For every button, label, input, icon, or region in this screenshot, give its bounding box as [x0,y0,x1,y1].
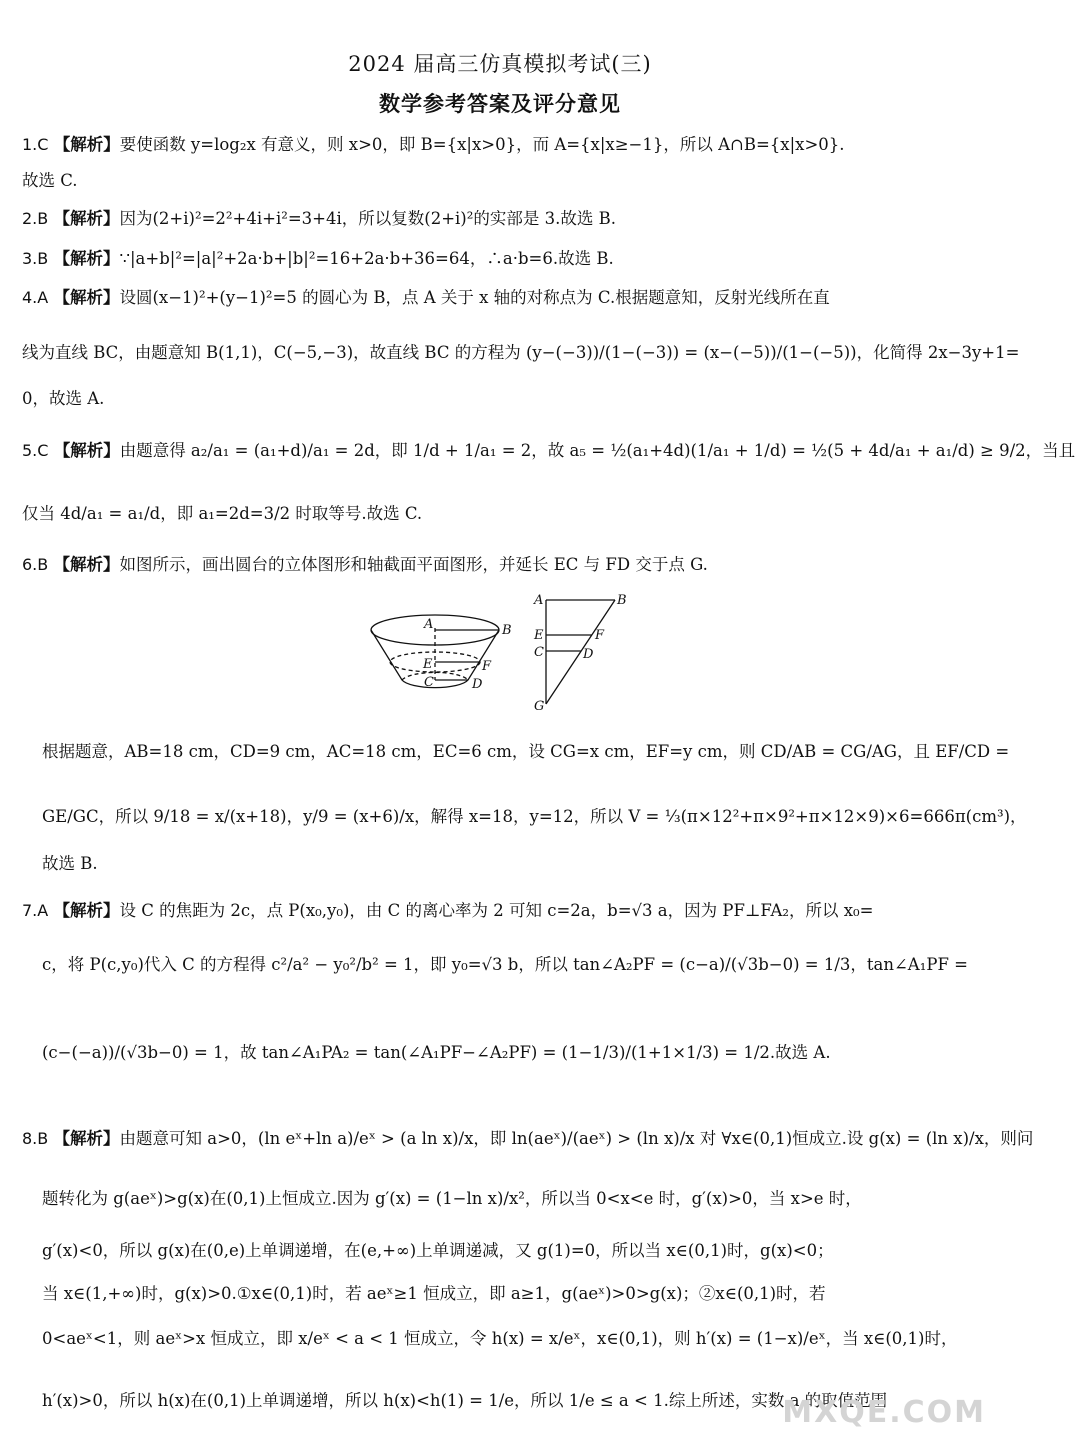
answer-line: (c−(−a))/(√3b−0) = 1，故 tan∠A₁PA₂ = tan(∠A₁PF−∠A₂PF) = (1−1/3)/(1+1×1/3) = 1/2.故选 A. [42,1043,831,1062]
answer-line: 7.A 【解析】设 C 的焦距为 2c，点 P(x₀,y₀)，由 C 的离心率为 2 可知 c=2a，b=√3 a，因为 PF⊥FA₂，所以 x₀= [22,901,874,920]
answer-line: 0<aeˣ<1，则 aeˣ>x 恒成立，即 x/eˣ < a < 1 恒成立，令 h(x) = x/eˣ，x∈(0,1)，则 h′(x) = (1−x)/eˣ，当 x∈(0,1)时， [42,1329,958,1348]
answer-line: c，将 P(c,y₀)代入 C 的方程得 c²/a² − y₀²/b² = 1，即 y₀=√3 b，所以 tan∠A₂PF = (c−a)/(√3b−0) = 1/3，tan∠A₁PF = [42,955,968,974]
section-label-b: B [617,593,627,608]
label-a: A [424,617,434,632]
label-e: E [423,657,433,672]
answer-line: 1.C 【解析】要使函数 y=log₂x 有意义，则 x>0，即 B={x|x>0}，而 A={x|x≥−1}，所以 A∩B={x|x>0}. [22,135,845,154]
answer-line: 仅当 4d/a₁ = a₁/d，即 a₁=2d=3/2 时取等号.故选 C. [22,504,423,523]
label-f: F [482,659,492,674]
answer-line: 4.A 【解析】设圆(x−1)²+(y−1)²=5 的圆心为 B，点 A 关于 x 轴的对称点为 C.根据题意知，反射光线所在直 [22,288,830,307]
site-watermark: MXQE.COM [782,1395,986,1430]
answer-line: h′(x)>0，所以 h(x)在(0,1)上单调递增，所以 h(x)<h(1) = 1/e，所以 1/e ≤ a < 1.综上所述，实数 a 的取值范围 [42,1391,888,1410]
label-c: C [424,675,434,690]
page-title: 2024 届高三仿真模拟考试(三) [348,52,652,76]
page-subtitle: 数学参考答案及评分意见 [379,92,621,116]
answer-line: GE/GC，所以 9/18 = x/(x+18)，y/9 = (x+6)/x，解得 x=18，y=12，所以 V = ⅓(π×12²+π×9²+π×12×9)×6=666π(cm³)， [42,807,1027,826]
answer-line: 故选 B. [42,854,98,873]
frustum-figure [350,582,650,722]
label-d: D [472,677,483,692]
answer-line: 0，故选 A. [22,389,105,408]
answer-line: 5.C 【解析】由题意得 a₂/a₁ = (a₁+d)/a₁ = 2d，即 1/d + 1/a₁ = 2，故 a₅ = ½(a₁+4d)(1/a₁ + 1/d) = ½(5 + 4d/a₁ + a₁/d) ≥ 9/2，当且 [22,441,1075,460]
answer-line: 故选 C. [22,171,78,190]
section-label-f: F [595,628,605,643]
answer-line: 题转化为 g(aeˣ)>g(x)在(0,1)上恒成立.因为 g′(x) = (1−ln x)/x²，所以当 0<x<e 时，g′(x)>0，当 x>e 时， [42,1189,862,1208]
answer-line: 线为直线 BC，由题意知 B(1,1)，C(−5,−3)，故直线 BC 的方程为 (y−(−3))/(1−(−3)) = (x−(−5))/(1−(−5))，化简得 2x−3y+1= [22,343,1020,362]
answer-line: 2.B 【解析】因为(2+i)²=2²+4i+i²=3+4i，所以复数(2+i)²的实部是 3.故选 B. [22,209,616,228]
answer-line: 8.B 【解析】由题意可知 a>0，(ln eˣ+ln a)/eˣ > (a ln x)/x，即 ln(aeˣ)/(aeˣ) > (ln x)/x 对 ∀x∈(0,1)恒成立.设 g(x) = (ln x)/x，则问 [22,1129,1034,1148]
answer-line: 6.B 【解析】如图所示，画出圆台的立体图形和轴截面平面图形，并延长 EC 与 FD 交于点 G. [22,555,708,574]
section-label-e: E [534,628,544,643]
answer-line: 根据题意，AB=18 cm，CD=9 cm，AC=18 cm，EC=6 cm，设 CG=x cm，EF=y cm，则 CD/AB = CG/AG，且 EF/CD = [42,742,1010,761]
label-b: B [502,623,512,638]
answer-line: 3.B 【解析】∵|a+b|²=|a|²+2a·b+|b|²=16+2a·b+36=64，∴a·b=6.故选 B. [22,249,614,268]
section-label-a: A [534,593,544,608]
section-bg [546,600,615,704]
section-label-c: C [534,645,544,660]
answer-line: g′(x)<0，所以 g(x)在(0,e)上单调递增，在(e,+∞)上单调递减，又 g(1)=0，所以当 x∈(0,1)时，g(x)<0； [42,1241,834,1260]
answer-line: 当 x∈(1,+∞)时，g(x)>0.①x∈(0,1)时，若 aeˣ≥1 恒成立，即 a≥1，g(aeˣ)>0>g(x)；②x∈(0,1)时，若 [42,1284,826,1303]
section-label-g: G [534,699,545,714]
section-label-d: D [583,647,594,662]
